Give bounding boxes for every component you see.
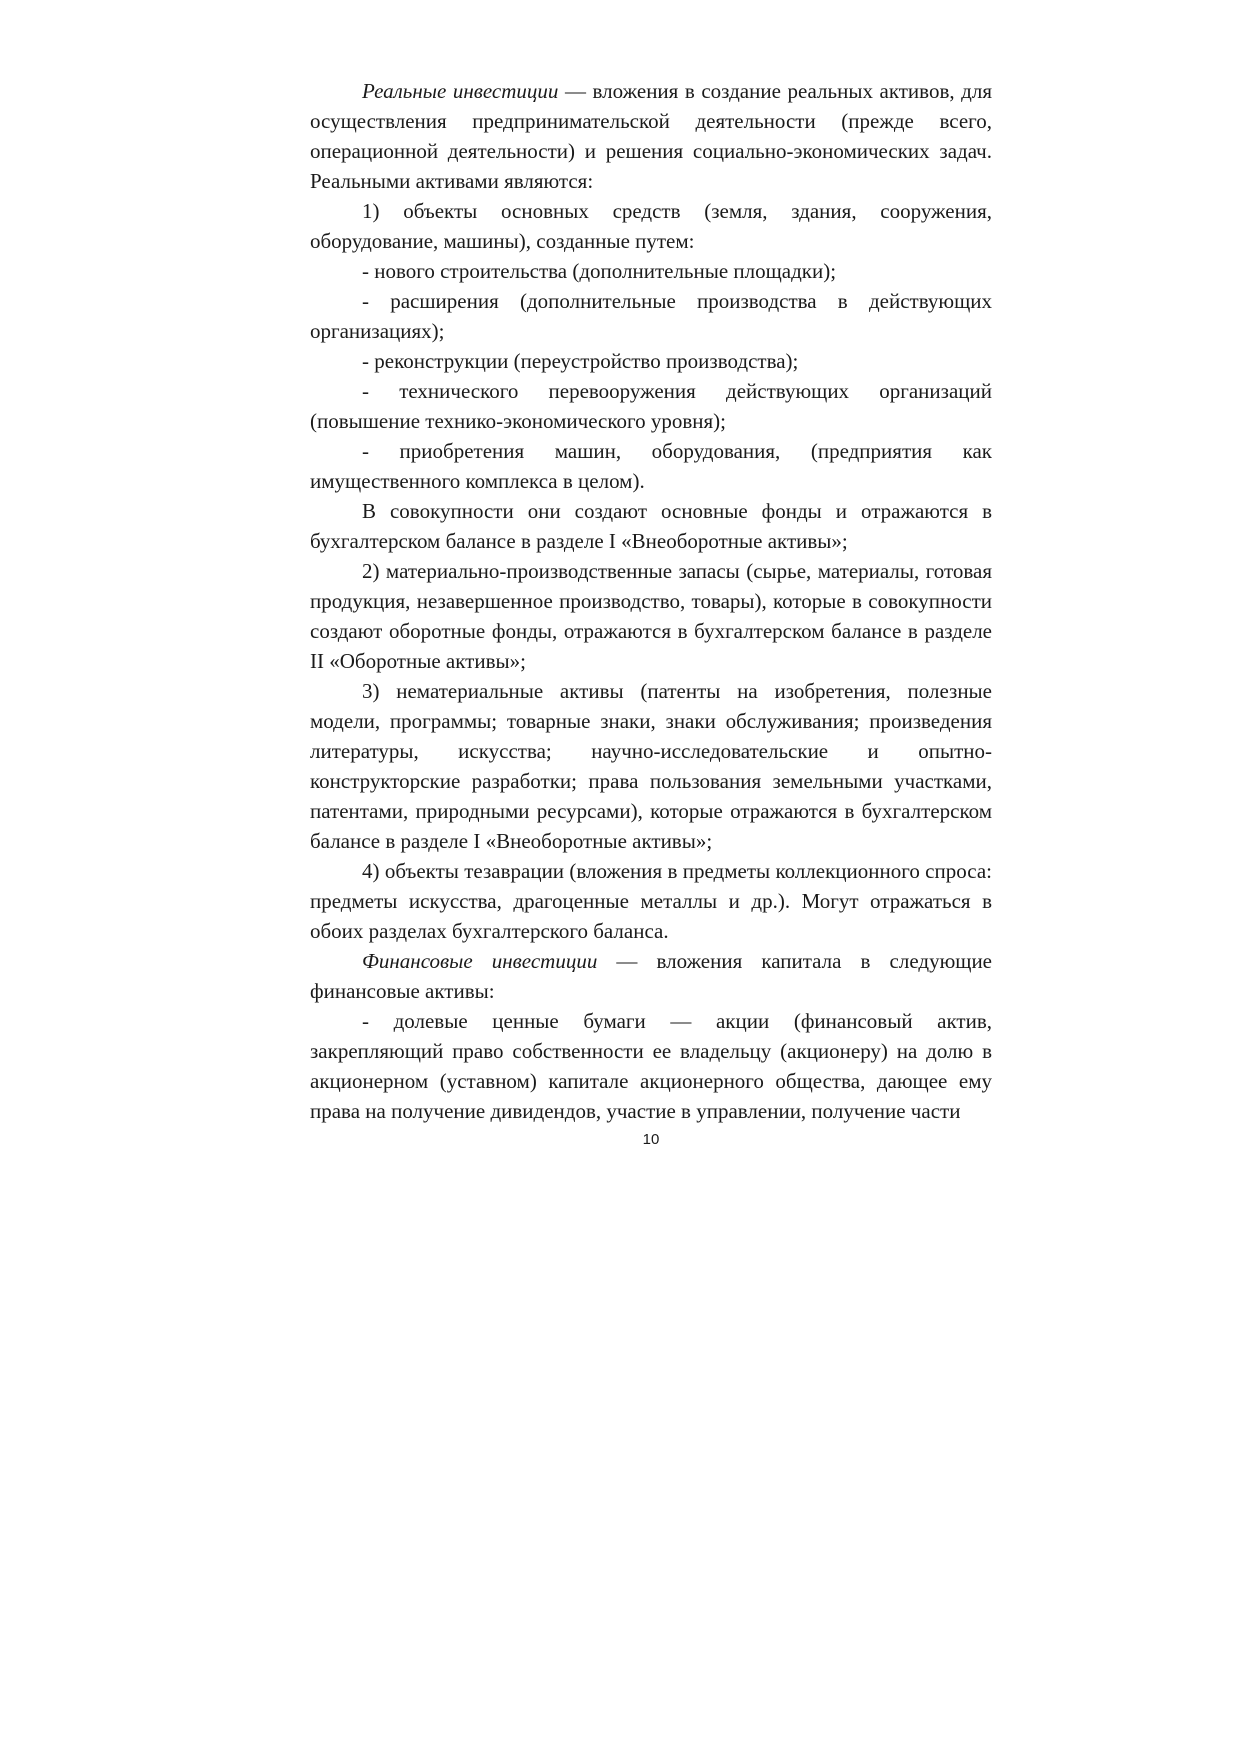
paragraph-fixed-funds: В совокупности они создают основные фонды и отражаются в бухгалтерском балансе в разделе I «Внеоборотные активы»; [310,499,992,553]
paragraph-real-investments: Реальные инвестиции — вложения в создание реальных активов, для осуществления предпринимательской деятельности (прежде всего, операционной деятельности) и решения социально-экономических задач. Реальными активами являются: [310,79,992,193]
paragraph-fixed-assets: 1) объекты основных средств (земля, здания, сооружения, оборудование, машины), созданные путем: [310,199,992,253]
term-real-investments: Реальные инвестиции [362,79,559,103]
paragraph-intangible-assets: 3) нематериальные активы (патенты на изобретения, полезные модели, программы; товарные знаки, знаки обслуживания; произведения литературы, искусства; научно-исследовательские и опытно-конструкторские разработки; права пользования земельными участками, патентами, природными ресурсами), которые отражаются в бухгалтерском балансе в разделе I «Внеоборотные активы»; [310,679,992,853]
paragraph-financial-investments: Финансовые инвестиции — вложения капитала в следующие финансовые активы: [310,949,992,1003]
page-number: 10 [642,1131,660,1148]
document-body [310,76,992,1126]
list-item-retooling: - технического перевооружения действующих организаций (повышение технико-экономического уровня); [310,379,992,433]
term-financial-investments: Финансовые инвестиции [362,949,598,973]
list-item-acquisition: - приобретения машин, оборудования, (предприятия как имущественного комплекса в целом). [310,439,992,493]
list-item-new-construction: - нового строительства (дополнительные площадки); [362,259,837,283]
list-item-equity-securities: - долевые ценные бумаги — акции (финансовый актив, закрепляющий право собственности ее владельцу (акционеру) на долю в акционерном (уставном) капитале акционерного общества, дающее ему права на получение дивидендов, участие в управлении, получение части [310,1009,992,1123]
list-item-reconstruction: - реконструкции (переустройство производства); [362,349,799,373]
paragraph-inventories: 2) материально-производственные запасы (сырье, материалы, готовая продукция, незавершенное производство, товары), которые в совокупности создают оборотные фонды, отражаются в бухгалтерском балансе в разделе II «Оборотные активы»; [310,559,992,673]
paragraph-hoarding-objects: 4) объекты тезаврации (вложения в предметы коллекционного спроса: предметы искусства, драгоценные металлы и др.). Могут отражаться в обоих разделах бухгалтерского баланса. [310,859,992,943]
list-item-expansion: - расширения (дополнительные производства в действующих организациях); [310,289,992,343]
